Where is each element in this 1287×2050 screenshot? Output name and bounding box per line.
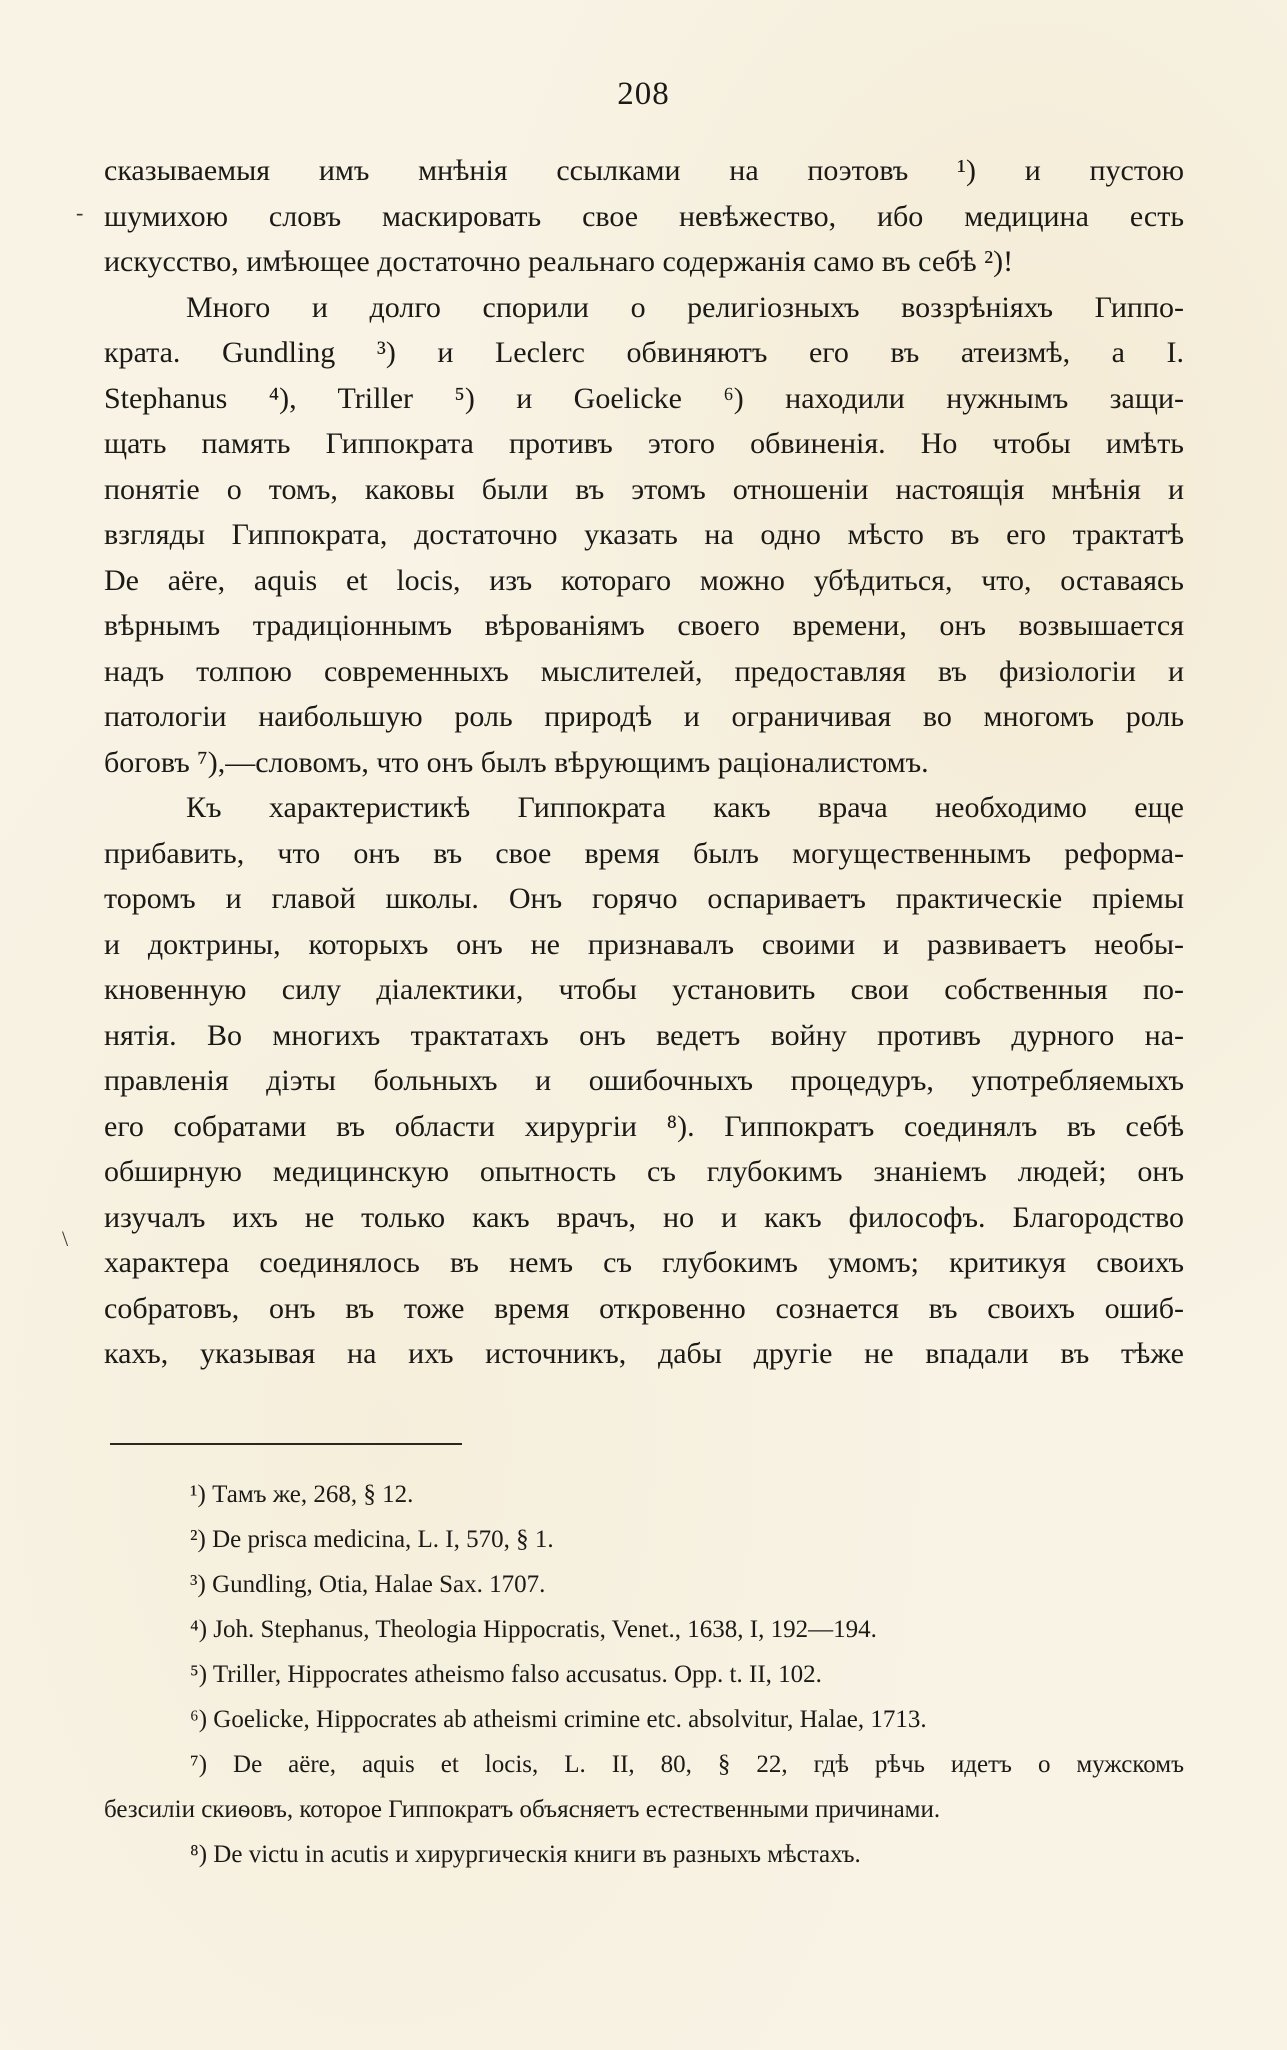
text-line: и доктрины, которыхъ онъ не признавалъ своими и развиваетъ необы- <box>104 927 1184 961</box>
text-line: De aëre, aquis et locis, изъ котораго можно убѣдиться, что, оставаясь <box>104 563 1184 597</box>
text-line: патологіи наибольшую роль природѣ и ограничивая во многомъ роль <box>104 700 1184 733</box>
text-line: Къ характеристикѣ Гиппократа какъ врача необходимо еще <box>186 791 1184 824</box>
text-line: правленія діэты больныхъ и ошибочныхъ процедуръ, употребляемыхъ <box>104 1064 1184 1097</box>
text-line: крата. Gundling ³) и Leclerc обвиняютъ его въ атеизмѣ, а I. <box>104 336 1184 369</box>
text-line: взгляды Гиппократа, достаточно указать на одно мѣсто въ его трактатѣ <box>104 518 1184 551</box>
text-line: прибавить, что онъ въ свое время былъ могущественнымъ реформа- <box>104 836 1184 870</box>
margin-mark-stroke: \ <box>62 1226 69 1251</box>
text-line: боговъ ⁷),—словомъ, что онъ былъ вѣрующимъ раціоналистомъ. <box>104 745 929 779</box>
footnote: ¹) Тамъ же, 268, § 12. <box>190 1481 414 1508</box>
footnotes <box>104 1472 1184 1877</box>
text-line: кахъ, указывая на ихъ источникъ, дабы другіе не впадали въ тѣже <box>104 1337 1184 1370</box>
footnote: ²) De prisca medicina, L. I, 570, § 1. <box>190 1526 554 1553</box>
text-line: кновенную силу діалектики, чтобы установить свои собственныя по- <box>104 973 1184 1006</box>
main-text <box>104 148 1184 1377</box>
margin-mark-dash: - <box>76 200 84 225</box>
text-line: сказываемыя имъ мнѣнія ссылками на поэтовъ ¹) и пустою <box>104 154 1184 187</box>
text-line: вѣрнымъ традиціоннымъ вѣрованіямъ своего времени, онъ возвышается <box>104 609 1184 642</box>
text-line: нятія. Во многихъ трактатахъ онъ ведетъ войну противъ дурного на- <box>104 1018 1184 1052</box>
text-line: обширную медицинскую опытность съ глубокимъ знаніемъ людей; онъ <box>104 1155 1184 1188</box>
footnote: ⁷) De aëre, aquis et locis, L. II, 80, § 22, гдѣ рѣчь идетъ о мужскомъ <box>190 1751 1184 1778</box>
footnote: ⁶) Goelicke, Hippocrates ab atheismi crimine etc. absolvitur, Halae, 1713. <box>190 1706 927 1733</box>
text-line: искусство, имѣющее достаточно реальнаго содержанія само въ себѣ ²)! <box>104 245 1014 278</box>
footnote-continuation: безсиліи скиѳовъ, которое Гиппократъ объясняетъ естественными причинами. <box>104 1796 941 1823</box>
footnote: ⁸) De victu in acutis и хирургическія книги въ разныхъ мѣстахъ. <box>190 1841 861 1868</box>
text-line: Stephanus ⁴), Triller ⁵) и Goelicke ⁶) находили нужнымъ защи- <box>104 381 1184 415</box>
text-line: надъ толпою современныхъ мыслителей, предоставляя въ физіологіи и <box>104 654 1184 688</box>
text-line: собратовъ, онъ въ тоже время откровенно сознается въ своихъ ошиб- <box>104 1291 1184 1325</box>
text-line: щать память Гиппократа противъ этого обвиненія. Но чтобы имѣть <box>104 427 1184 460</box>
footnote: ⁵) Triller, Hippocrates atheismo falso accusatus. Opp. t. II, 102. <box>190 1661 822 1688</box>
text-line: шумихою словъ маскировать свое невѣжество, ибо медицина есть <box>104 199 1184 233</box>
page-number: 208 <box>617 76 670 112</box>
text-line: характера соединялось въ немъ съ глубокимъ умомъ; критикуя своихъ <box>104 1246 1184 1279</box>
footnote: ³) Gundling, Otia, Halae Sax. 1707. <box>190 1571 546 1598</box>
footnote: ⁴) Joh. Stephanus, Theologia Hippocratis, Venet., 1638, I, 192—194. <box>190 1616 877 1643</box>
footnote-divider <box>110 1443 462 1445</box>
text-line: изучалъ ихъ не только какъ врачъ, но и какъ философъ. Благородство <box>104 1200 1184 1234</box>
text-line: Много и долго спорили о религіозныхъ воззрѣніяхъ Гиппо- <box>186 290 1184 324</box>
text-line: понятіе о томъ, каковы были въ этомъ отношеніи настоящія мнѣнія и <box>104 472 1184 506</box>
text-line: торомъ и главой школы. Онъ горячо оспариваетъ практическіе пріемы <box>104 882 1184 915</box>
text-line: его собратами въ области хирургіи ⁸). Гиппократъ соединялъ въ себѣ <box>104 1109 1184 1143</box>
